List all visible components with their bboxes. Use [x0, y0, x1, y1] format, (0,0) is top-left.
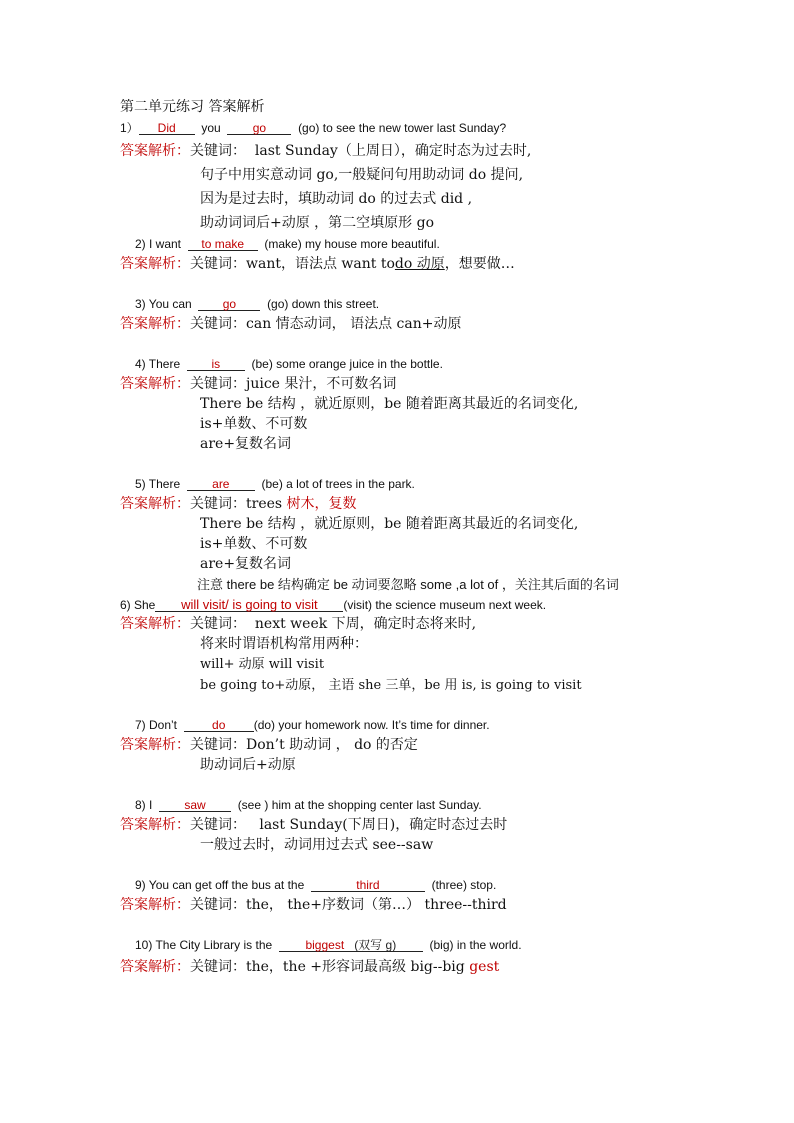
analysis-line: is+单数、不可数: [200, 416, 308, 432]
question-9: [135, 879, 496, 892]
analysis-text: gest: [464, 959, 500, 975]
question-5: [135, 478, 415, 491]
analysis-line: 因为是过去时，填助动词 do 的过去式 did ,: [200, 191, 473, 207]
analysis-label: 答案解析：: [120, 143, 190, 159]
page-title: 第二单元练习 答案解析: [120, 99, 265, 115]
analysis-9: [120, 898, 507, 912]
question-text: 4) There: [135, 357, 181, 371]
analysis-6: [120, 617, 476, 631]
question-3: [135, 298, 379, 311]
keyword-label: 关键词：: [190, 496, 246, 512]
analysis-4: [120, 377, 396, 391]
question-text: 8) I: [135, 798, 153, 812]
question-text: 3) You can: [135, 297, 192, 311]
keyword-label: 关键词：: [190, 376, 246, 392]
question-text: (go) to see the new tower last Sunday?: [298, 121, 507, 135]
analysis-text: last Sunday（上周日），确定时态为过去时,: [254, 143, 532, 159]
analysis-line: 将来时谓语机构常用两种：: [200, 636, 368, 652]
question-2: [135, 238, 440, 251]
analysis-label: 答案解析：: [120, 817, 190, 833]
analysis-label: 答案解析：: [120, 316, 190, 332]
question-text: (go) down this street.: [267, 297, 380, 311]
analysis-line: 助动词后+动原: [200, 757, 296, 773]
answer-blank-3: go: [198, 298, 260, 311]
analysis-label: 答案解析：: [120, 496, 190, 512]
analysis-line: will+ 动原 will visit: [200, 657, 325, 672]
keyword-label: 关键词：: [190, 256, 246, 272]
answer-blank-4: is: [187, 358, 245, 371]
answer-blank-9: third: [311, 879, 425, 892]
keyword-label: 关键词：: [190, 316, 246, 332]
question-8: [135, 799, 482, 812]
question-text: 10) The City Library is the: [135, 938, 273, 952]
keyword-label: 关键词：: [190, 616, 246, 632]
analysis-text: the，the +形容词最高级 big--big: [246, 959, 465, 975]
answer-blank-10: [279, 939, 423, 952]
analysis-2: [120, 257, 515, 271]
analysis-line: There be 结构 ，就近原则，be 随着距离其最近的名词变化,: [200, 516, 579, 532]
question-text: 9) You can get off the bus at the: [135, 878, 305, 892]
keyword-label: 关键词：: [190, 897, 246, 913]
question-text: (see ) him at the shopping center last Sunday.: [237, 798, 482, 812]
question-1: [120, 122, 506, 135]
question-text: 6) She: [120, 598, 156, 612]
analysis-text: can 情态动词， 语法点 can+动原: [246, 316, 462, 332]
question-7: [135, 719, 490, 732]
analysis-line: 一般过去时，动词用过去式 see--saw: [200, 837, 434, 853]
answer-blank-5: are: [187, 478, 255, 491]
keyword-label: 关键词：: [190, 143, 246, 159]
answer-blank-1a: Did: [139, 122, 195, 135]
analysis-text: 树木，复数: [286, 496, 357, 512]
analysis-text: last Sunday(下周日)，确定时态过去时: [259, 817, 508, 833]
analysis-note: 注意 there be 结构确定 be 动词要忽略 some ,a lot of ，关注其后面的名词: [197, 577, 619, 592]
analysis-10: [120, 960, 499, 974]
answer-note: (双写 g): [354, 938, 397, 952]
question-text: (visit) the science museum next week.: [343, 598, 547, 612]
analysis-line: is+单数、不可数: [200, 536, 308, 552]
question-number: 1）: [120, 121, 139, 135]
analysis-line: be going to+动原， 主语 she 三单，be 用 is, is going to visit: [200, 678, 582, 693]
question-text: (be) some orange juice in the bottle.: [251, 357, 443, 371]
analysis-text: juice 果汁，不可数名词: [246, 376, 397, 392]
question-text: (do) your homework now. It’s time for dinner.: [253, 718, 490, 732]
analysis-text: Don’t 助动词 ， do 的否定: [246, 737, 418, 753]
analysis-text: do 动原: [394, 256, 445, 272]
question-text: (big) in the world.: [429, 938, 522, 952]
analysis-text: next week 下周，确定时态将来时,: [254, 616, 477, 632]
answer-blank-1b: go: [227, 122, 291, 135]
analysis-text: the， the+序数词（第…） three--third: [246, 897, 507, 913]
analysis-1: [120, 144, 531, 158]
question-6: [120, 598, 546, 612]
analysis-text: ，想要做…: [444, 256, 515, 272]
answer-blank-6: will visit/ is going to visit: [155, 598, 343, 612]
question-text: 7) Don’t: [135, 718, 178, 732]
answer-blank-7: do: [184, 719, 254, 732]
analysis-line: are+复数名词: [200, 556, 292, 572]
question-text: (be) a lot of trees in the park.: [261, 477, 415, 491]
keyword-label: 关键词：: [190, 959, 246, 975]
answer-blank-8: saw: [159, 799, 231, 812]
analysis-label: 答案解析：: [120, 376, 190, 392]
analysis-line: 助动词词后+动原 ，第二空填原形 go: [200, 215, 435, 231]
analysis-line: 句子中用实意动词 go,一般疑问句用助动词 do 提问,: [200, 167, 524, 183]
answer-text: biggest: [305, 938, 345, 952]
keyword-label: 关键词：: [190, 737, 246, 753]
analysis-label: 答案解析：: [120, 616, 190, 632]
question-text: (three) stop.: [431, 878, 497, 892]
analysis-text: trees: [246, 496, 287, 512]
question-word: you: [201, 121, 221, 135]
analysis-line: are+复数名词: [200, 436, 292, 452]
analysis-label: 答案解析：: [120, 897, 190, 913]
question-text: 2) I want: [135, 237, 182, 251]
keyword-label: 关键词：: [190, 817, 246, 833]
answer-blank-2: to make: [188, 238, 258, 251]
analysis-label: 答案解析：: [120, 256, 190, 272]
analysis-8: [120, 818, 507, 832]
question-4: [135, 358, 443, 371]
question-10: [135, 939, 522, 952]
analysis-text: want，语法点 want to: [246, 256, 395, 272]
analysis-line: There be 结构 ，就近原则，be 随着距离其最近的名词变化,: [200, 396, 579, 412]
question-text: (make) my house more beautiful.: [264, 237, 440, 251]
question-text: 5) There: [135, 477, 181, 491]
analysis-5: [120, 497, 357, 511]
analysis-label: 答案解析：: [120, 737, 190, 753]
analysis-3: [120, 317, 462, 331]
analysis-7: [120, 738, 418, 752]
analysis-label: 答案解析：: [120, 959, 190, 975]
